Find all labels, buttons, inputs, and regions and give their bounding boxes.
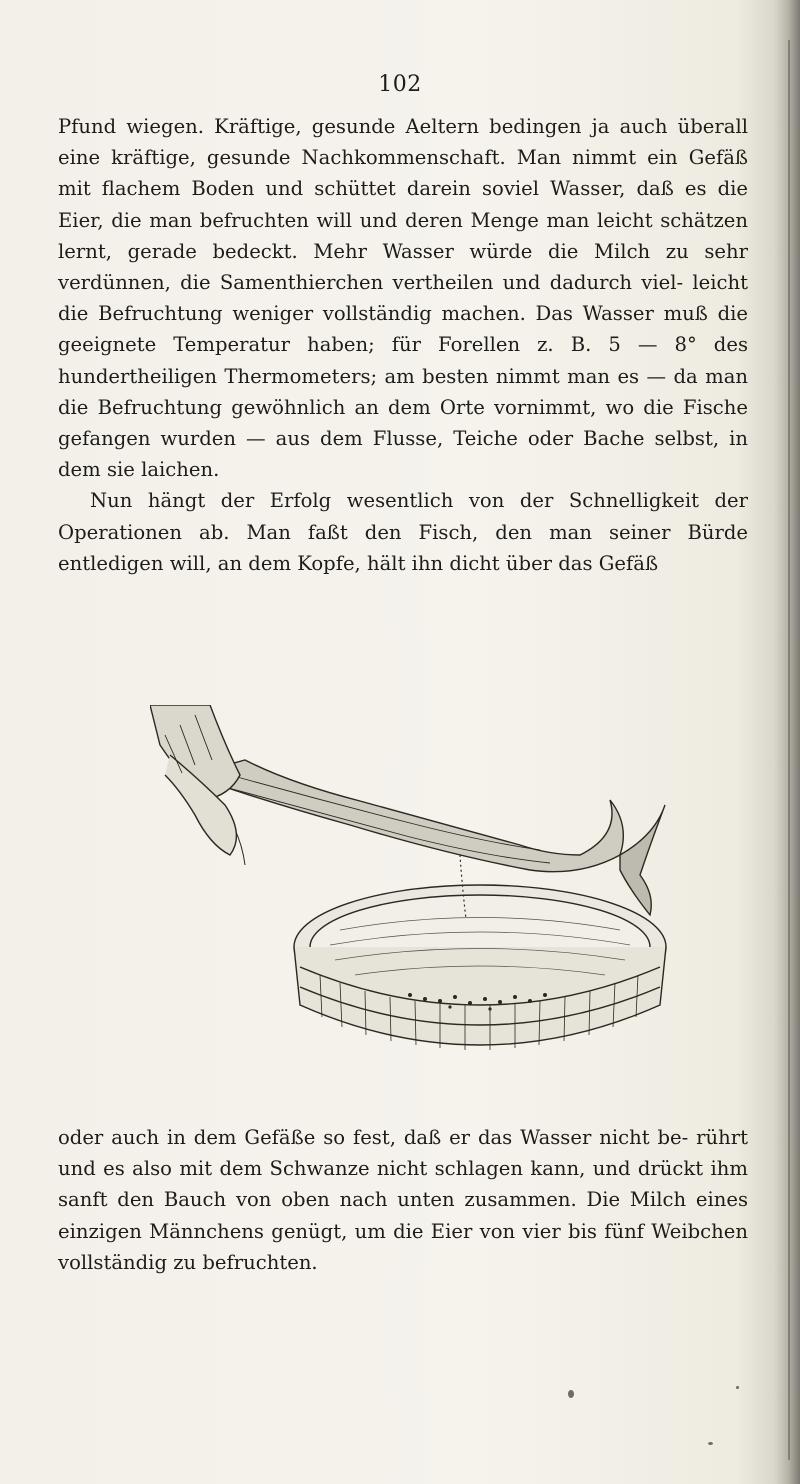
ink-speck [708, 1442, 713, 1445]
ink-speck [568, 1390, 574, 1398]
paragraph-1: Pfund wiegen. Kräftige, gesunde Aeltern bedingen ja auch überall eine kräftige, gesunde Nachkommenschaft. Man nimmt ein Gefäß mit flachem Boden und schüttet darein soviel Wasser, daß es die Eier, die man befruchten will und deren Menge man leicht schätzen lernt, gerade bedeckt. Mehr Wasser würde die Milch zu sehr verdünnen, die Samenthierchen vertheilen und dadurch viel- leicht die Befruchtung weniger vollständig machen. Das Wasser muß die geeignete Temperatur haben; für Forellen z. B. 5 — 8° des hundertheiligen Thermometers; am besten nimmt man es — da man die Befruchtung gewöhnlich an dem Orte vornimmt, wo die Fische gefangen wurden — aus dem Flusse, Teiche oder Bache selbst, in dem sie laichen. [58, 115, 748, 482]
hand-holding-fish-over-basin-icon [150, 705, 670, 1095]
paragraph-2: Nun hängt der Erfolg wesentlich von der Schnelligkeit der Operationen ab. Man faßt den Fisch, den man seiner Bürde entledigen will, an dem Kopfe, hält ihn dicht über das Gefäß [58, 489, 748, 575]
text-block-bottom [58, 1122, 748, 1278]
page-edge-line [788, 40, 790, 1460]
page-number: 102 [378, 72, 422, 97]
ink-speck [736, 1386, 739, 1389]
text-block-top [58, 111, 748, 579]
fish-stripping-illustration [150, 705, 670, 1095]
page-edge-shadow [774, 0, 800, 1484]
paragraph-3: oder auch in dem Gefäße so fest, daß er das Wasser nicht be- rührt und es also mit dem Schwanze nicht schlagen kann, und drückt ihm sanft den Bauch von oben nach unten zusammen. Die Milch eines einzigen Männchens genügt, um die Eier von vier bis fünf Weibchen vollständig zu befruchten. [58, 1126, 748, 1274]
